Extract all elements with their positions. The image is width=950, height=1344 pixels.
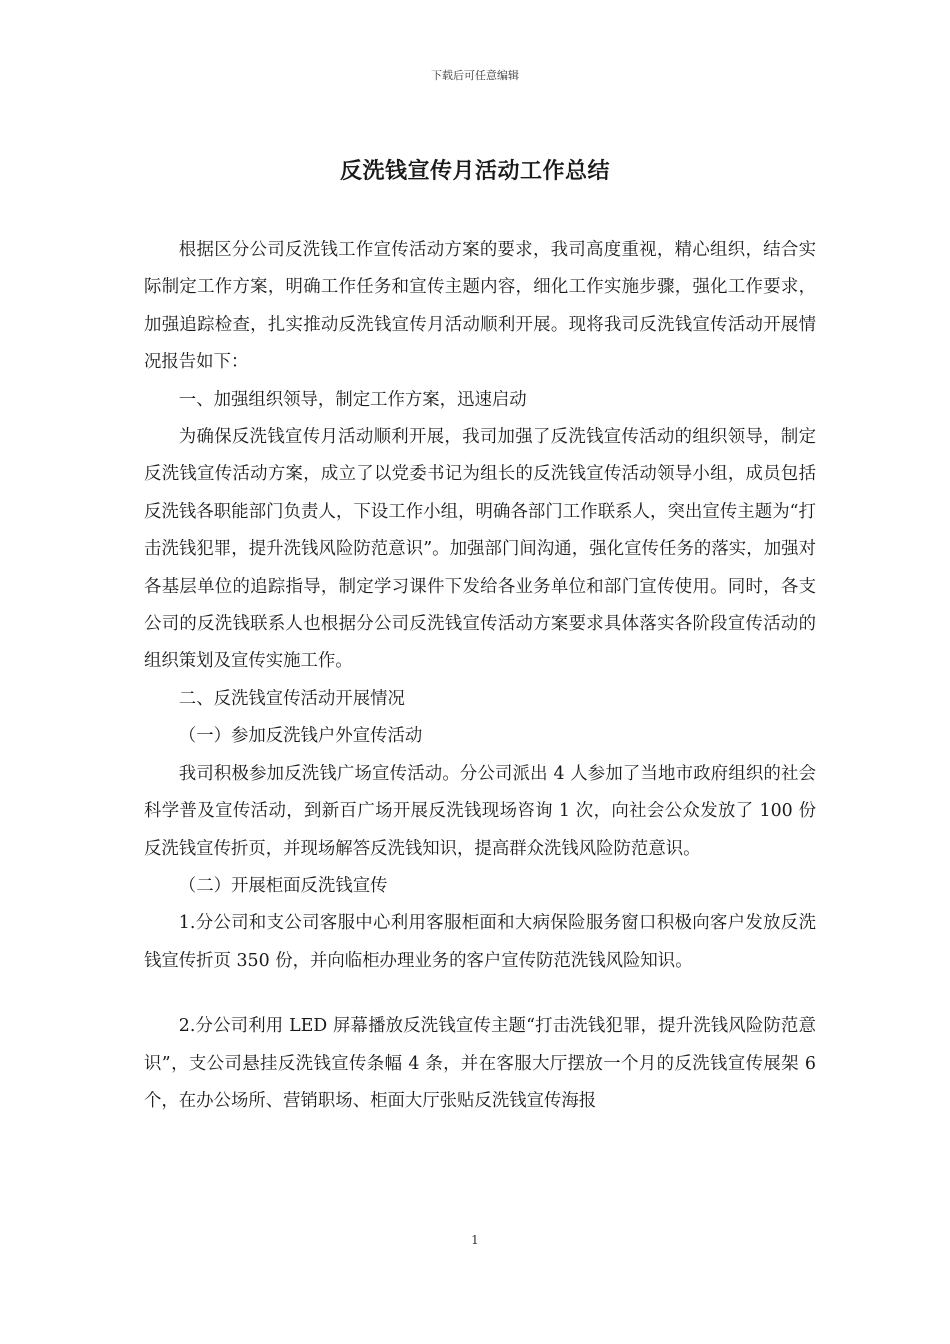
- subsection-heading-2: （二）开展柜面反洗钱宣传: [178, 875, 388, 896]
- header-note: 下载后可任意编辑: [431, 69, 519, 82]
- section-heading-1: 一、加强组织领导，制定工作方案，迅速启动: [178, 389, 527, 410]
- section-1-paragraph: 为确保反洗钱宣传月活动顺利开展，我司加强了反洗钱宣传活动的组织领导，制定反洗钱宣传活动方案，成立了以党委书记为组长的反洗钱宣传活动领导小组，成员包括反洗钱各职能部门负责人，下设工作小组，明确各部门工作联系人，突出宣传主题为“打击洗钱犯罪，提升洗钱风险防范意识”。加强部门间沟通，强化宣传任务的落实，加强对各基层单位的追踪指导，制定学习课件下发给各业务单位和部门宣传使用。同时，各支公司的反洗钱联系人也根据分公司反洗钱宣传活动方案要求具体落实各阶段宣传活动的组织策划及宣传实施工作。: [144, 427, 816, 672]
- page-number: 1: [471, 1233, 479, 1247]
- section-heading-2: 二、反洗钱宣传活动开展情况: [178, 688, 405, 709]
- list-item-1: 1.分公司和支公司客服中心利用客服柜面和大病保险服务窗口积极向客户发放反洗钱宣传折页 350 份，并向临柜办理业务的客户宣传防范洗钱风险知识。: [144, 913, 816, 971]
- subsection-heading-1: （一）参加反洗钱户外宣传活动: [178, 726, 423, 747]
- document-body: [144, 232, 816, 1120]
- intro-paragraph: 根据区分公司反洗钱工作宣传活动方案的要求，我司高度重视，精心组织，结合实际制定工作方案，明确工作任务和宣传主题内容，细化工作实施步骤，强化工作要求，加强追踪检查，扎实推动反洗钱宣传月活动顺利开展。现将我司反洗钱宣传活动开展情况报告如下：: [144, 240, 816, 373]
- subsection-1-paragraph: 我司积极参加反洗钱广场宣传活动。分公司派出 4 人参加了当地市政府组织的社会科学普及宣传活动，到新百广场开展反洗钱现场咨询 1 次，向社会公众发放了 100 份反洗钱宣传折页，并现场解答反洗钱知识，提高群众洗钱风险防范意识。: [144, 763, 816, 859]
- list-item-2: 2.分公司利用 LED 屏幕播放反洗钱宣传主题“打击洗钱犯罪，提升洗钱风险防范意识”，支公司悬挂反洗钱宣传条幅 4 条，并在客服大厅摆放一个月的反洗钱宣传展架 6 个，在办公场所、营销职场、柜面大厅张贴反洗钱宣传海报: [144, 1016, 816, 1111]
- document-title: 反洗钱宣传月活动工作总结: [339, 159, 610, 184]
